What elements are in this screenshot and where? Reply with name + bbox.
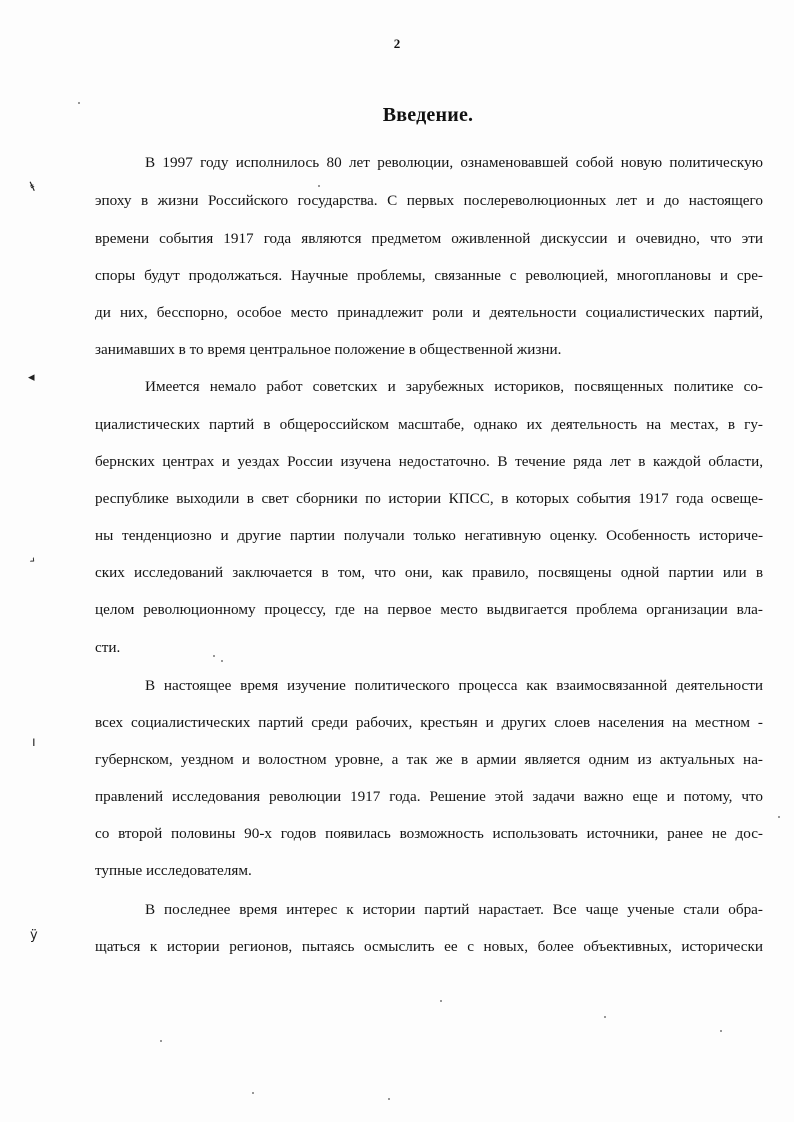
text-line: ди них, бесспорно, особое место принадлежит роли и деятельности социалистических партий, (95, 304, 763, 321)
scan-mark-icon: ÿ (30, 928, 38, 943)
text-line: сти. (95, 639, 121, 656)
page-number: 2 (393, 36, 401, 51)
scan-mark-icon: ı (32, 735, 36, 750)
scan-speck (604, 1016, 606, 1018)
text-line: Имеется немало работ советских и зарубежных историков, посвященных политике со- (145, 378, 763, 395)
scan-mark-icon: › (25, 553, 40, 568)
scan-speck (778, 816, 780, 818)
text-line: занимавших в то время центральное положение в общественной жизни. (95, 341, 562, 358)
text-line: бернских центрах и уездах России изучена недостаточно. В течение ряда лет в каждой области, (95, 453, 763, 470)
scan-speck (318, 185, 320, 187)
text-line: всех социалистических партий среди рабочих, крестьян и других слоев населения на местном - (95, 714, 763, 731)
text-line: со второй половины 90-х годов появилась возможность использовать источники, ранее не дос- (95, 825, 763, 842)
text-line: ны тенденциозно и другие партии получали только негативную оценку. Особенность историче- (95, 527, 763, 544)
text-line: времени события 1917 года являются предметом оживленной дискуссии и очевидно, что эти (95, 230, 763, 247)
text-line: В последнее время интерес к истории партий нарастает. Все чаще ученые стали обра- (145, 901, 763, 918)
text-line: правлений исследования революции 1917 года. Решение этой задачи важно еще и потому, что (95, 788, 763, 805)
text-line: В настоящее время изучение политического процесса как взаимосвязанной деятельности (145, 677, 763, 694)
scan-speck (221, 660, 223, 662)
text-line: споры будут продолжаться. Научные проблемы, связанные с революцией, многоплановы и сре- (95, 267, 763, 284)
scan-speck (720, 1030, 722, 1032)
text-line: республике выходили в свет сборники по истории КПСС, в которых события 1917 года освеще- (95, 490, 763, 507)
scan-speck (78, 102, 80, 104)
section-title: Введение. (382, 104, 474, 126)
scan-mark-icon: ◂ (28, 370, 35, 385)
scan-mark-icon: ⱡ (28, 179, 38, 196)
text-line: циалистических партий в общероссийском масштабе, однако их деятельность на местах, в гу- (95, 416, 763, 433)
scan-speck (160, 1040, 162, 1042)
scan-speck (252, 1092, 254, 1094)
text-line: целом революционному процессу, где на первое место выдвигается проблема организации вла- (95, 601, 763, 618)
text-line: В 1997 году исполнилось 80 лет революции, ознаменовавшей собой новую политическую (145, 154, 763, 171)
text-line: тупные исследователям. (95, 862, 252, 879)
scan-speck (213, 655, 215, 657)
text-line: эпоху в жизни Российского государства. С первых послереволюционных лет и до настоящего (95, 192, 763, 209)
scan-speck (440, 1000, 442, 1002)
text-line: губернском, уездном и волостном уровне, а так же в армии является одним из актуальных на- (95, 751, 763, 768)
text-line: ских исследований заключается в том, что они, как правило, посвящены одной партии или в (95, 564, 763, 581)
text-line: щаться к истории регионов, пытаясь осмыслить ее с новых, более объективных, исторически (95, 938, 763, 955)
scan-speck (388, 1098, 390, 1100)
